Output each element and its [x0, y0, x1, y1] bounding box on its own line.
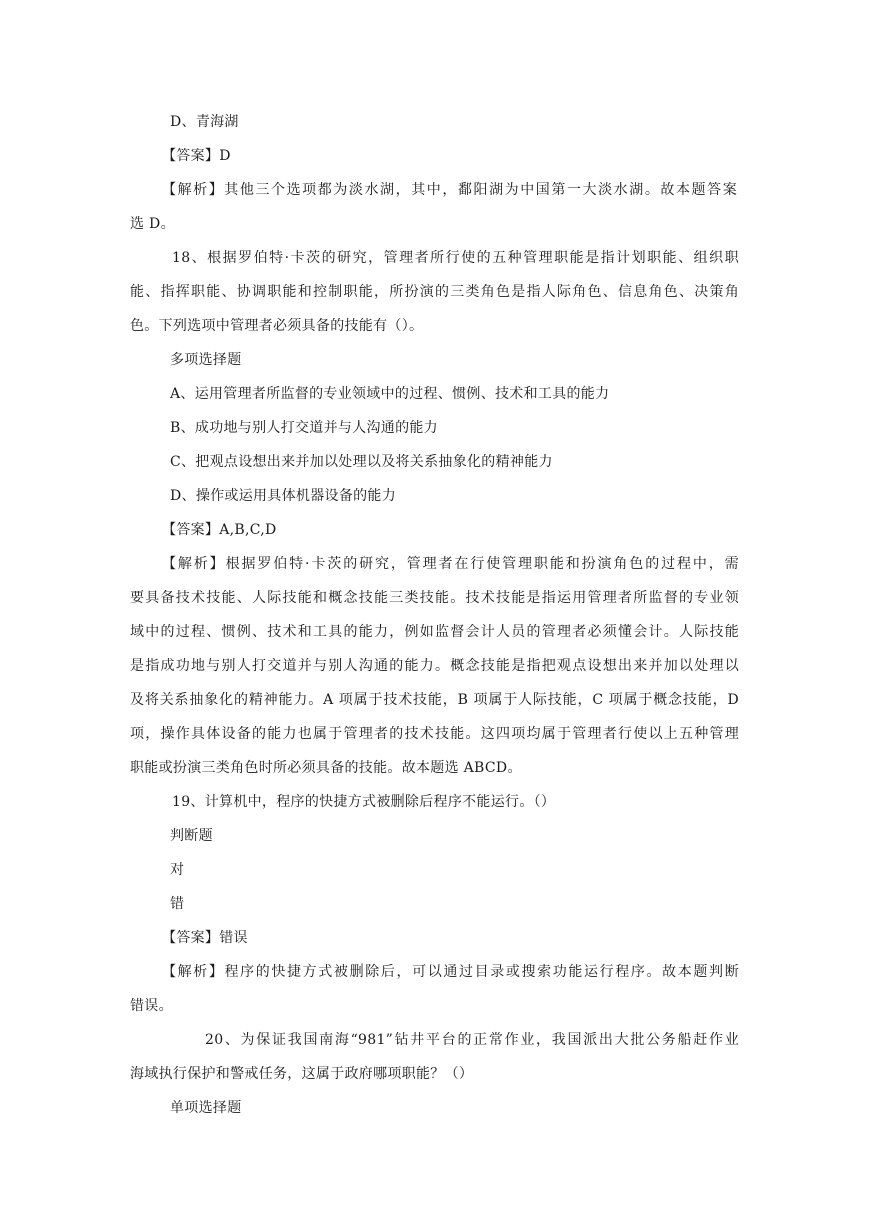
analysis-q19-line1: 【解析】程序的快捷方式被删除后，可以通过目录或搜索功能运行程序。故本题判断 — [162, 964, 739, 980]
question-type-q18: 多项选择题 — [170, 352, 242, 368]
question-type-q20: 单项选择题 — [170, 1100, 242, 1116]
option-d-q17: D、青海湖 — [170, 114, 239, 130]
answer-q19: 【答案】错误 — [162, 930, 248, 946]
analysis-q18-line4: 是指成功地与别人打交道并与别人沟通的能力。概念技能是指把观点设想出来并加以处理以 — [130, 658, 739, 674]
question-type-q19: 判断题 — [170, 828, 213, 844]
question-19: 19、计算机中，程序的快捷方式被删除后程序不能运行。（） — [172, 794, 556, 810]
option-false-q19: 错 — [170, 896, 185, 912]
analysis-q18-line7: 职能或扮演三类角色时所必须具备的技能。故本题选 ABCD。 — [130, 760, 522, 776]
question-18-line3: 色。下列选项中管理者必须具备的技能有（）。 — [130, 318, 424, 334]
analysis-q18-line3: 域中的过程、惯例、技术和工具的能力，例如监督会计人员的管理者必须懂会计。人际技能 — [130, 624, 739, 640]
answer-q17: 【答案】D — [162, 148, 231, 164]
option-c-q18: C、把观点设想出来并加以处理以及将关系抽象化的精神能力 — [170, 454, 553, 470]
option-b-q18: B、成功地与别人打交道并与人沟通的能力 — [170, 420, 438, 436]
question-20-line2: 海域执行保护和警戒任务，这属于政府哪项职能？（） — [130, 1066, 474, 1082]
question-18-line2: 能、指挥职能、协调职能和控制职能，所扮演的三类角色是指人际角色、信息角色、决策角 — [130, 284, 739, 300]
option-true-q19: 对 — [170, 862, 185, 878]
analysis-q19-line2: 错误。 — [130, 998, 173, 1014]
analysis-q17-line2: 选 D。 — [130, 216, 175, 232]
question-18-line1: 18、根据罗伯特·卡茨的研究，管理者所行使的五种管理职能是指计划职能、组织职 — [172, 250, 739, 266]
answer-q18: 【答案】A,B,C,D — [162, 522, 277, 538]
analysis-q18-line1: 【解析】根据罗伯特·卡茨的研究，管理者在行使管理职能和扮演角色的过程中，需 — [162, 556, 739, 572]
question-20-line1: 20、为保证我国南海“981”钻井平台的正常作业，我国派出大批公务船赶作业 — [205, 1032, 739, 1048]
analysis-q17-line1: 【解析】其他三个选项都为淡水湖，其中，鄱阳湖为中国第一大淡水湖。故本题答案 — [162, 182, 737, 198]
option-a-q18: A、运用管理者所监督的专业领域中的过程、惯例、技术和工具的能力 — [170, 386, 610, 402]
analysis-q18-line6: 项，操作具体设备的能力也属于管理者的技术技能。这四项均属于管理者行使以上五种管理 — [130, 726, 739, 742]
analysis-q18-line5: 及将关系抽象化的精神能力。A 项属于技术技能，B 项属于人际技能，C 项属于概念技能，D — [130, 692, 739, 708]
option-d-q18: D、操作或运用具体机器设备的能力 — [170, 488, 397, 504]
analysis-q18-line2: 要具备技术技能、人际技能和概念技能三类技能。技术技能是指运用管理者所监督的专业领 — [130, 590, 739, 606]
